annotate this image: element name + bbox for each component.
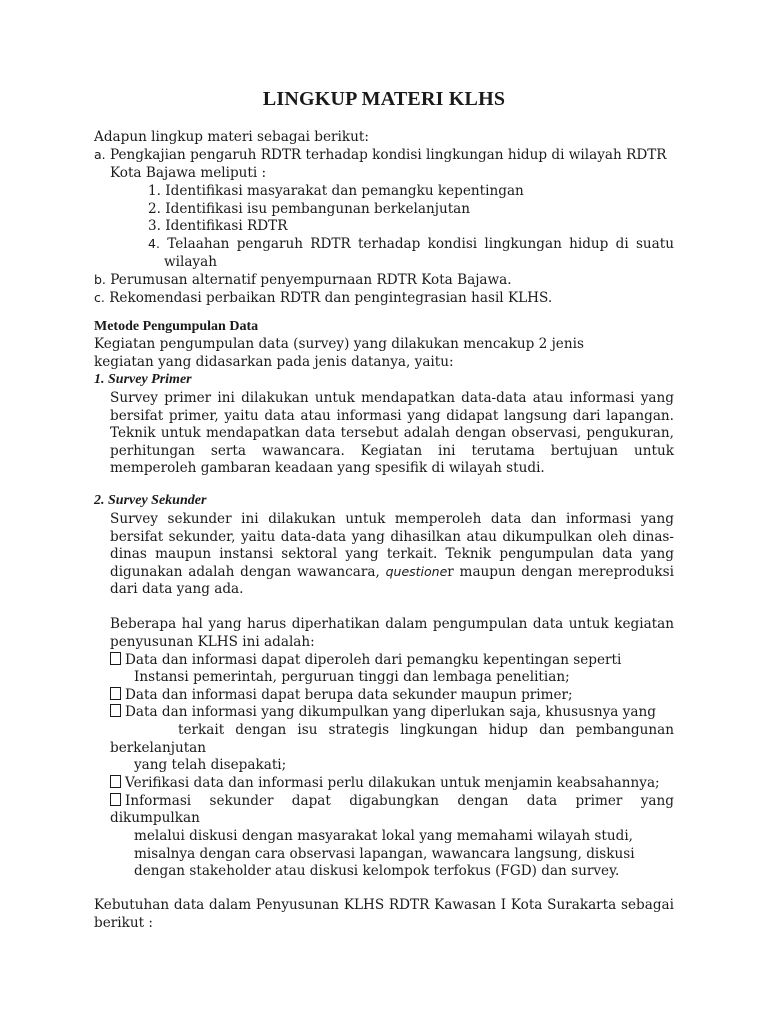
sekunder-line4-pre: digunakan adalah dengan wawancara,: [110, 564, 386, 580]
sekunder-line3: dinas maupun instansi sektoral yang terkait. Teknik pengumpulan data yang: [110, 546, 674, 562]
sekunder-line4-italic: questione: [385, 564, 448, 579]
intro-text: Adapun lingkup materi sebagai berikut:: [94, 129, 369, 145]
bullet-2-text: Data dan informasi dapat berupa data sekunder maupun primer;: [125, 687, 573, 703]
sekunder-line1: Survey sekunder ini dilakukan untuk memperoleh data dan informasi yang: [110, 511, 674, 527]
perhatian-line1: Beberapa hal yang harus diperhatikan dalam pengumpulan data untuk kegiatan: [110, 616, 674, 632]
metode-line2: kegiatan yang didasarkan pada jenis datanya, yaitu:: [94, 354, 454, 370]
item-a-sub4-line1: [148, 235, 674, 253]
item-a-marker: a.: [94, 147, 106, 162]
item-c: [94, 289, 552, 307]
bullet-4: [110, 774, 660, 792]
sekunder-line4-post: r maupun dengan mereproduksi: [447, 564, 674, 580]
item-a-sub4-marker: 4.: [148, 236, 160, 251]
item-a-sub4-line2: wilayah: [164, 254, 217, 270]
page-title: LINGKUP MATERI KLHS: [262, 88, 506, 110]
bullet-5-line5: dengan stakeholder atau diskusi kelompok terfokus (FGD) dan survey.: [134, 863, 620, 879]
bullet-box-icon: [110, 793, 121, 806]
sekunder-line2: bersifat sekunder, yaitu data-data yang dihasilkan atau dikumpulkan oleh dinas-: [110, 529, 674, 545]
sekunder-heading: 2. Survey Sekunder: [94, 493, 207, 508]
bullet-5-text: Informasi sekunder dapat digabungkan dengan data primer yang: [125, 793, 674, 809]
primer-line2: bersifat primer, yaitu data atau informasi yang didapat langsung dari lapangan.: [110, 408, 674, 424]
item-b-marker: b.: [94, 272, 106, 287]
bullet-2: [110, 686, 573, 704]
sekunder-line5: dari data yang ada.: [110, 581, 244, 597]
bullet-5-line3: melalui diskusi dengan masyarakat lokal yang memahami wilayah studi,: [134, 828, 633, 844]
metode-heading: Metode Pengumpulan Data: [94, 319, 259, 334]
bullet-1-line1: [110, 651, 621, 669]
kebutuhan-line2: berikut :: [94, 915, 153, 931]
bullet-3-line2: terkait dengan isu strategis lingkungan hidup dan pembangunan: [178, 722, 674, 738]
bullet-box-icon: [110, 775, 121, 788]
bullet-1-text: Data dan informasi dapat diperoleh dari pemangku kepentingan seperti: [125, 652, 622, 668]
item-c-marker: c.: [94, 290, 105, 305]
item-a-sub2: 2. Identifikasi isu pembangunan berkelanjutan: [148, 201, 471, 217]
bullet-1-line2: Instansi pemerintah, perguruan tinggi dan lembaga penelitian;: [134, 669, 570, 685]
item-a-sub1: 1. Identifikasi masyarakat dan pemangku kepentingan: [148, 183, 524, 199]
item-b: [94, 271, 512, 289]
kebutuhan-line1: Kebutuhan data dalam Penyusunan KLHS RDTR Kawasan I Kota Surakarta sebagai: [94, 897, 674, 913]
item-b-text: Perumusan alternatif penyempurnaan RDTR Kota Bajawa.: [110, 272, 512, 288]
item-a-text: Pengkajian pengaruh RDTR terhadap kondisi lingkungan hidup di wilayah RDTR: [109, 147, 667, 163]
bullet-3-line3: berkelanjutan: [110, 740, 207, 756]
metode-line1: Kegiatan pengumpulan data (survey) yang dilakukan mencakup 2 jenis: [94, 336, 584, 352]
item-a-line2: Kota Bajawa meliputi :: [110, 165, 267, 181]
bullet-5-line4: misalnya dengan cara observasi lapangan, wawancara langsung, diskusi: [134, 846, 635, 862]
item-a-line1: [94, 146, 667, 164]
primer-line5: memperoleh gambaran keadaan yang spesifik di wilayah studi.: [110, 460, 545, 476]
bullet-3-line1: [110, 703, 656, 721]
item-a-sub4-text: Telaahan pengaruh RDTR terhadap kondisi lingkungan hidup di suatu: [167, 236, 674, 252]
bullet-box-icon: [110, 687, 121, 700]
bullet-box-icon: [110, 652, 121, 665]
item-a-sub3: 3. Identifikasi RDTR: [148, 218, 288, 234]
perhatian-line2: penyusunan KLHS ini adalah:: [110, 634, 315, 650]
bullet-3-text: Data dan informasi yang dikumpulkan yang diperlukan saja, khususnya yang: [125, 704, 656, 720]
bullet-4-text: Verifikasi data dan informasi perlu dilakukan untuk menjamin keabsahannya;: [125, 775, 660, 791]
primer-line4: perhitungan serta wawancara. Kegiatan ini terutama bertujuan untuk: [110, 443, 674, 459]
bullet-box-icon: [110, 704, 121, 717]
primer-heading: 1. Survey Primer: [94, 372, 192, 387]
bullet-5-line2: dikumpulkan: [110, 810, 200, 826]
item-c-text: Rekomendasi perbaikan RDTR dan pengintegrasian hasil KLHS.: [109, 290, 553, 306]
bullet-3-line4: yang telah disepakati;: [134, 757, 287, 773]
primer-line1: Survey primer ini dilakukan untuk mendapatkan data-data atau informasi yang: [110, 390, 674, 406]
sekunder-line4: [110, 563, 674, 581]
bullet-5-line1: [110, 792, 674, 810]
primer-line3: Teknik untuk mendapatkan data tersebut adalah dengan observasi, pengukuran,: [110, 425, 674, 441]
